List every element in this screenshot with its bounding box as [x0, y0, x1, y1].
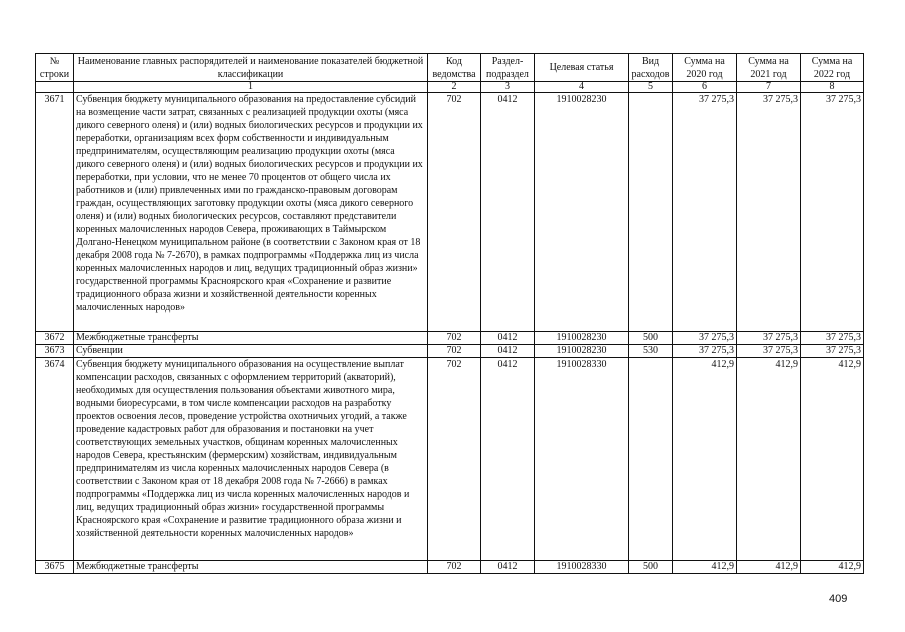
header-expense-type: Вид расходов	[629, 54, 673, 82]
header-section: Раздел-подраздел	[481, 54, 535, 82]
row-expense-type: 500	[629, 332, 673, 345]
row-department-code: 702	[428, 358, 481, 561]
row-sum-2020: 412,9	[673, 561, 737, 574]
row-sum-2022: 37 275,3	[801, 93, 864, 332]
row-sum-2022: 412,9	[801, 358, 864, 561]
row-expense-type	[629, 93, 673, 332]
row-expense-type	[629, 358, 673, 561]
row-name: Субвенция бюджету муниципального образования на осуществление выплат компенсации расходов, связанных с оформлением территорий (акваторий), необходимых для осуществления пользования объектами животного мира, водными биоресурсами, в том числе компенсации расходов на разработку проектов освоения лесов, проведение устройства охотничьих угодий, а также проведение кадастровых работ для образования и постановки на учет соответствующих земельных участков, общинам коренных малочисленных народов Севера, крестьянским (фермерским) хозяйствам, индивидуальным предпринимателям из числа коренных малочисленных народов Севера (в соответствии с Законом края от 18 декабря 2008 года № 7-2666) в рамках подпрограммы «Поддержка лиц из числа коренных малочисленных народов и лиц, ведущих традиционный образ жизни» государственной программы Красноярского края «Сохранение и развитие традиционного образа жизни и хозяйственной деятельности коренных малочисленных народов»	[74, 358, 428, 561]
row-target-item: 1910028230	[535, 345, 629, 358]
budget-table	[35, 53, 864, 574]
row-section: 0412	[481, 332, 535, 345]
header-target-item: Целевая статья	[535, 54, 629, 82]
row-department-code: 702	[428, 93, 481, 332]
row-sum-2020: 37 275,3	[673, 93, 737, 332]
table-row	[36, 332, 864, 345]
row-sum-2020: 412,9	[673, 358, 737, 561]
row-name: Межбюджетные трансферты	[74, 561, 428, 574]
row-number: 3674	[36, 358, 74, 561]
row-name: Субвенции	[74, 345, 428, 358]
row-department-code: 702	[428, 561, 481, 574]
row-name: Межбюджетные трансферты	[74, 332, 428, 345]
row-section: 0412	[481, 93, 535, 332]
column-index: 8	[801, 82, 864, 93]
page-number: 409	[829, 593, 848, 605]
row-expense-type: 500	[629, 561, 673, 574]
row-department-code: 702	[428, 345, 481, 358]
row-target-item: 1910028230	[535, 93, 629, 332]
column-index: 6	[673, 82, 737, 93]
row-sum-2020: 37 275,3	[673, 332, 737, 345]
header-sum-2021: Сумма на 2021 год	[737, 54, 801, 82]
header-name: Наименование главных распорядителей и наименование показателей бюджетной классификации	[74, 54, 428, 82]
row-section: 0412	[481, 358, 535, 561]
column-index	[36, 82, 74, 93]
row-department-code: 702	[428, 332, 481, 345]
row-sum-2021: 37 275,3	[737, 332, 801, 345]
row-target-item: 1910028230	[535, 332, 629, 345]
table-row	[36, 345, 864, 358]
column-index: 1	[74, 82, 428, 93]
table-row	[36, 561, 864, 574]
column-index: 2	[428, 82, 481, 93]
header-department-code: Код ведомства	[428, 54, 481, 82]
row-sum-2021: 412,9	[737, 358, 801, 561]
header-sum-2020: Сумма на 2020 год	[673, 54, 737, 82]
column-index: 4	[535, 82, 629, 93]
table-row	[36, 358, 864, 561]
row-number: 3672	[36, 332, 74, 345]
row-number: 3673	[36, 345, 74, 358]
row-expense-type: 530	[629, 345, 673, 358]
row-name: Субвенция бюджету муниципального образования на предоставление субсидий на возмещение части затрат, связанных с реализацией продукции охоты (мяса дикого северного оленя) и (или) водных биологических ресурсов и продукции их переработки, организациям всех форм собственности и индивидуальным предпринимателям, осуществляющим реализацию продукции охоты (мяса дикого северного оленя) и (или) водных биологических ресурсов и продукции их переработки, при условии, что не менее 70 процентов от общего числа их работников и (или) привлеченных ими по гражданско-правовым договорам граждан, осуществляющих заготовку продукции охоты (мяса дикого северного оленя) и (или) водных биологических ресурсов, составляют представители коренных малочисленных народов Севера, проживающих в Таймырском Долгано-Ненецком муниципальном районе (в соответствии с Законом края от 18 декабря 2008 года № 7-2670), в рамках подпрограммы «Поддержка лиц из числа коренных малочисленных народов и лиц, ведущих традиционный образ жизни» государственной программы Красноярского края «Сохранение и развитие традиционного образа жизни и хозяйственной деятельности коренных малочисленных народов»	[74, 93, 428, 332]
table-header-row	[36, 54, 864, 82]
column-index: 7	[737, 82, 801, 93]
row-target-item: 1910028330	[535, 358, 629, 561]
row-section: 0412	[481, 345, 535, 358]
row-section: 0412	[481, 561, 535, 574]
row-number: 3671	[36, 93, 74, 332]
row-number: 3675	[36, 561, 74, 574]
row-sum-2022: 412,9	[801, 561, 864, 574]
column-index: 5	[629, 82, 673, 93]
row-sum-2021: 37 275,3	[737, 93, 801, 332]
row-sum-2021: 412,9	[737, 561, 801, 574]
column-index-row	[36, 82, 864, 93]
row-target-item: 1910028330	[535, 561, 629, 574]
row-sum-2022: 37 275,3	[801, 345, 864, 358]
header-sum-2022: Сумма на 2022 год	[801, 54, 864, 82]
row-sum-2022: 37 275,3	[801, 332, 864, 345]
row-sum-2021: 37 275,3	[737, 345, 801, 358]
column-index: 3	[481, 82, 535, 93]
table-row	[36, 93, 864, 332]
header-row-number: № строки	[36, 54, 74, 82]
row-sum-2020: 37 275,3	[673, 345, 737, 358]
